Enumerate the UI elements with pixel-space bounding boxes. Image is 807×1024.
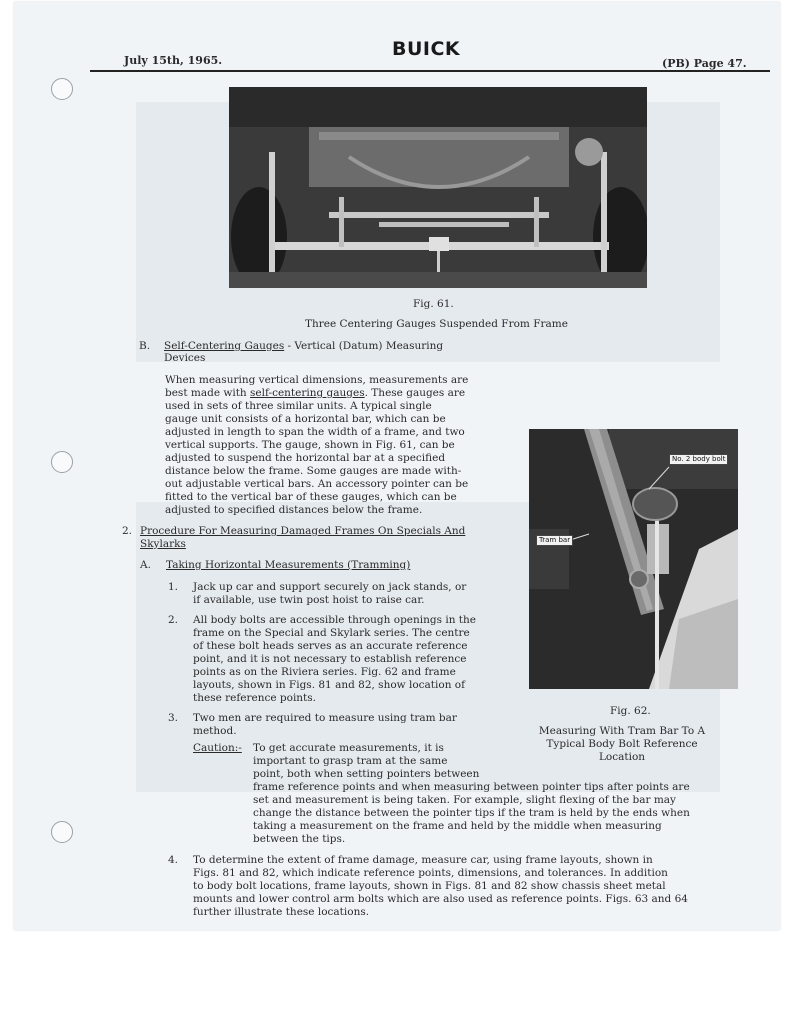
section-b-line: adjusted to specified distances below the frame. <box>165 504 423 516</box>
section-b-line: distance below the frame. Some gauges are made with- <box>165 465 462 477</box>
header-date: July 15th, 1965. <box>124 54 223 67</box>
binder-hole-bottom <box>51 821 73 843</box>
item-3-number: 3. <box>168 712 179 724</box>
item-4-text: To determine the extent of frame damage, measure car, using frame layouts, shown in Figs. 81 and 82, which indicate reference points, dimensions, and tolerances. In addition to body bolt locations, frame layouts, shown in Figs. 81 and 82 show chassis sheet metal mounts and lower control arm bolts which are also used as reference points. Figs. 63 and 64 further illustrate these locations. <box>193 854 688 918</box>
caution-rest: frame reference points and when measuring between pointer tips after points are set and measurement is being taken. For example, slight flexing of the bar may change the distance between the pointer tips if the tram is held by the ends when taking a measurement on the frame and held by the middle when measuring between the tips. <box>253 781 690 845</box>
section-b-line: When measuring vertical dimensions, measurements are <box>165 374 469 386</box>
item-3-text: Two men are required to measure using tram bar method. <box>193 712 457 737</box>
section-b-title-line2: Devices <box>164 352 206 364</box>
caution-first-lines: To get accurate measurements, it is important to grasp tram at the same point, both when setting pointers between <box>253 742 480 780</box>
section-b-line <box>165 387 465 400</box>
header-rule <box>90 70 770 72</box>
section-b-letter: B. <box>139 340 151 352</box>
section-b-line: adjusted in length to span the width of a frame, and two <box>165 426 465 438</box>
section-2-title-line2: Skylarks <box>140 538 186 550</box>
item-2-text: All body bolts are accessible through openings in the frame on the Special and Skylark series. The centre of these bolt heads serves as an accurate reference point, and it is not necessary to establish reference points as on the Riviera series. Fig. 62 and frame layouts, shown in Figs. 81 and 82, show location of these reference points. <box>193 614 476 704</box>
section-b-line: out adjustable vertical bars. An accessory pointer can be <box>165 478 469 490</box>
header-brand: BUICK <box>392 38 461 60</box>
section-b-text: best made with <box>165 387 251 399</box>
section-a-title: Taking Horizontal Measurements (Tramming) <box>166 559 411 571</box>
fig61-number: Fig. 61. <box>413 298 454 310</box>
fig61-photo <box>229 87 647 288</box>
section-b-term: self-centering gauges <box>250 387 365 399</box>
fig62-number: Fig. 62. <box>610 705 651 717</box>
section-b-line: vertical supports. The gauge, shown in Fig. 61, can be <box>165 439 455 451</box>
section-2-title-line1: Procedure For Measuring Damaged Frames On Specials And <box>140 525 466 537</box>
section-b-text: . These gauges are <box>364 387 466 399</box>
section-2-number: 2. <box>122 525 133 537</box>
caution-label: Caution:- <box>193 742 242 754</box>
binder-hole-middle <box>51 451 73 473</box>
fig61-caption: Three Centering Gauges Suspended From Frame <box>305 318 568 330</box>
binder-hole-top <box>51 78 73 100</box>
section-b-title <box>164 340 443 353</box>
item-1-number: 1. <box>168 581 179 593</box>
section-b-title-rest: - Vertical (Datum) Measuring <box>284 340 444 352</box>
section-b-line: fitted to the vertical bar of these gauges, which can be <box>165 491 457 503</box>
section-a-letter: A. <box>140 559 151 571</box>
header-page-number: (PB) Page 47. <box>662 57 747 70</box>
fig62-caption: Measuring With Tram Bar To A Typical Body Bolt Reference Location <box>538 725 706 763</box>
section-b-line: used in sets of three similar units. A typical single <box>165 400 432 412</box>
fig62-label-bolt: No. 2 body bolt <box>669 454 728 465</box>
item-4-number: 4. <box>168 854 179 866</box>
item-1-text: Jack up car and support securely on jack stands, or if available, use twin post hoist to raise car. <box>193 581 467 606</box>
item-2-number: 2. <box>168 614 179 626</box>
fig62-photo <box>529 429 738 689</box>
section-b-line: adjusted to suspend the horizontal bar at a specified <box>165 452 446 464</box>
section-b-title-underlined: Self-Centering Gauges <box>164 340 285 352</box>
section-b-line: gauge unit consists of a horizontal bar, which can be <box>165 413 446 425</box>
fig62-label-tram: Tram bar <box>536 535 573 546</box>
